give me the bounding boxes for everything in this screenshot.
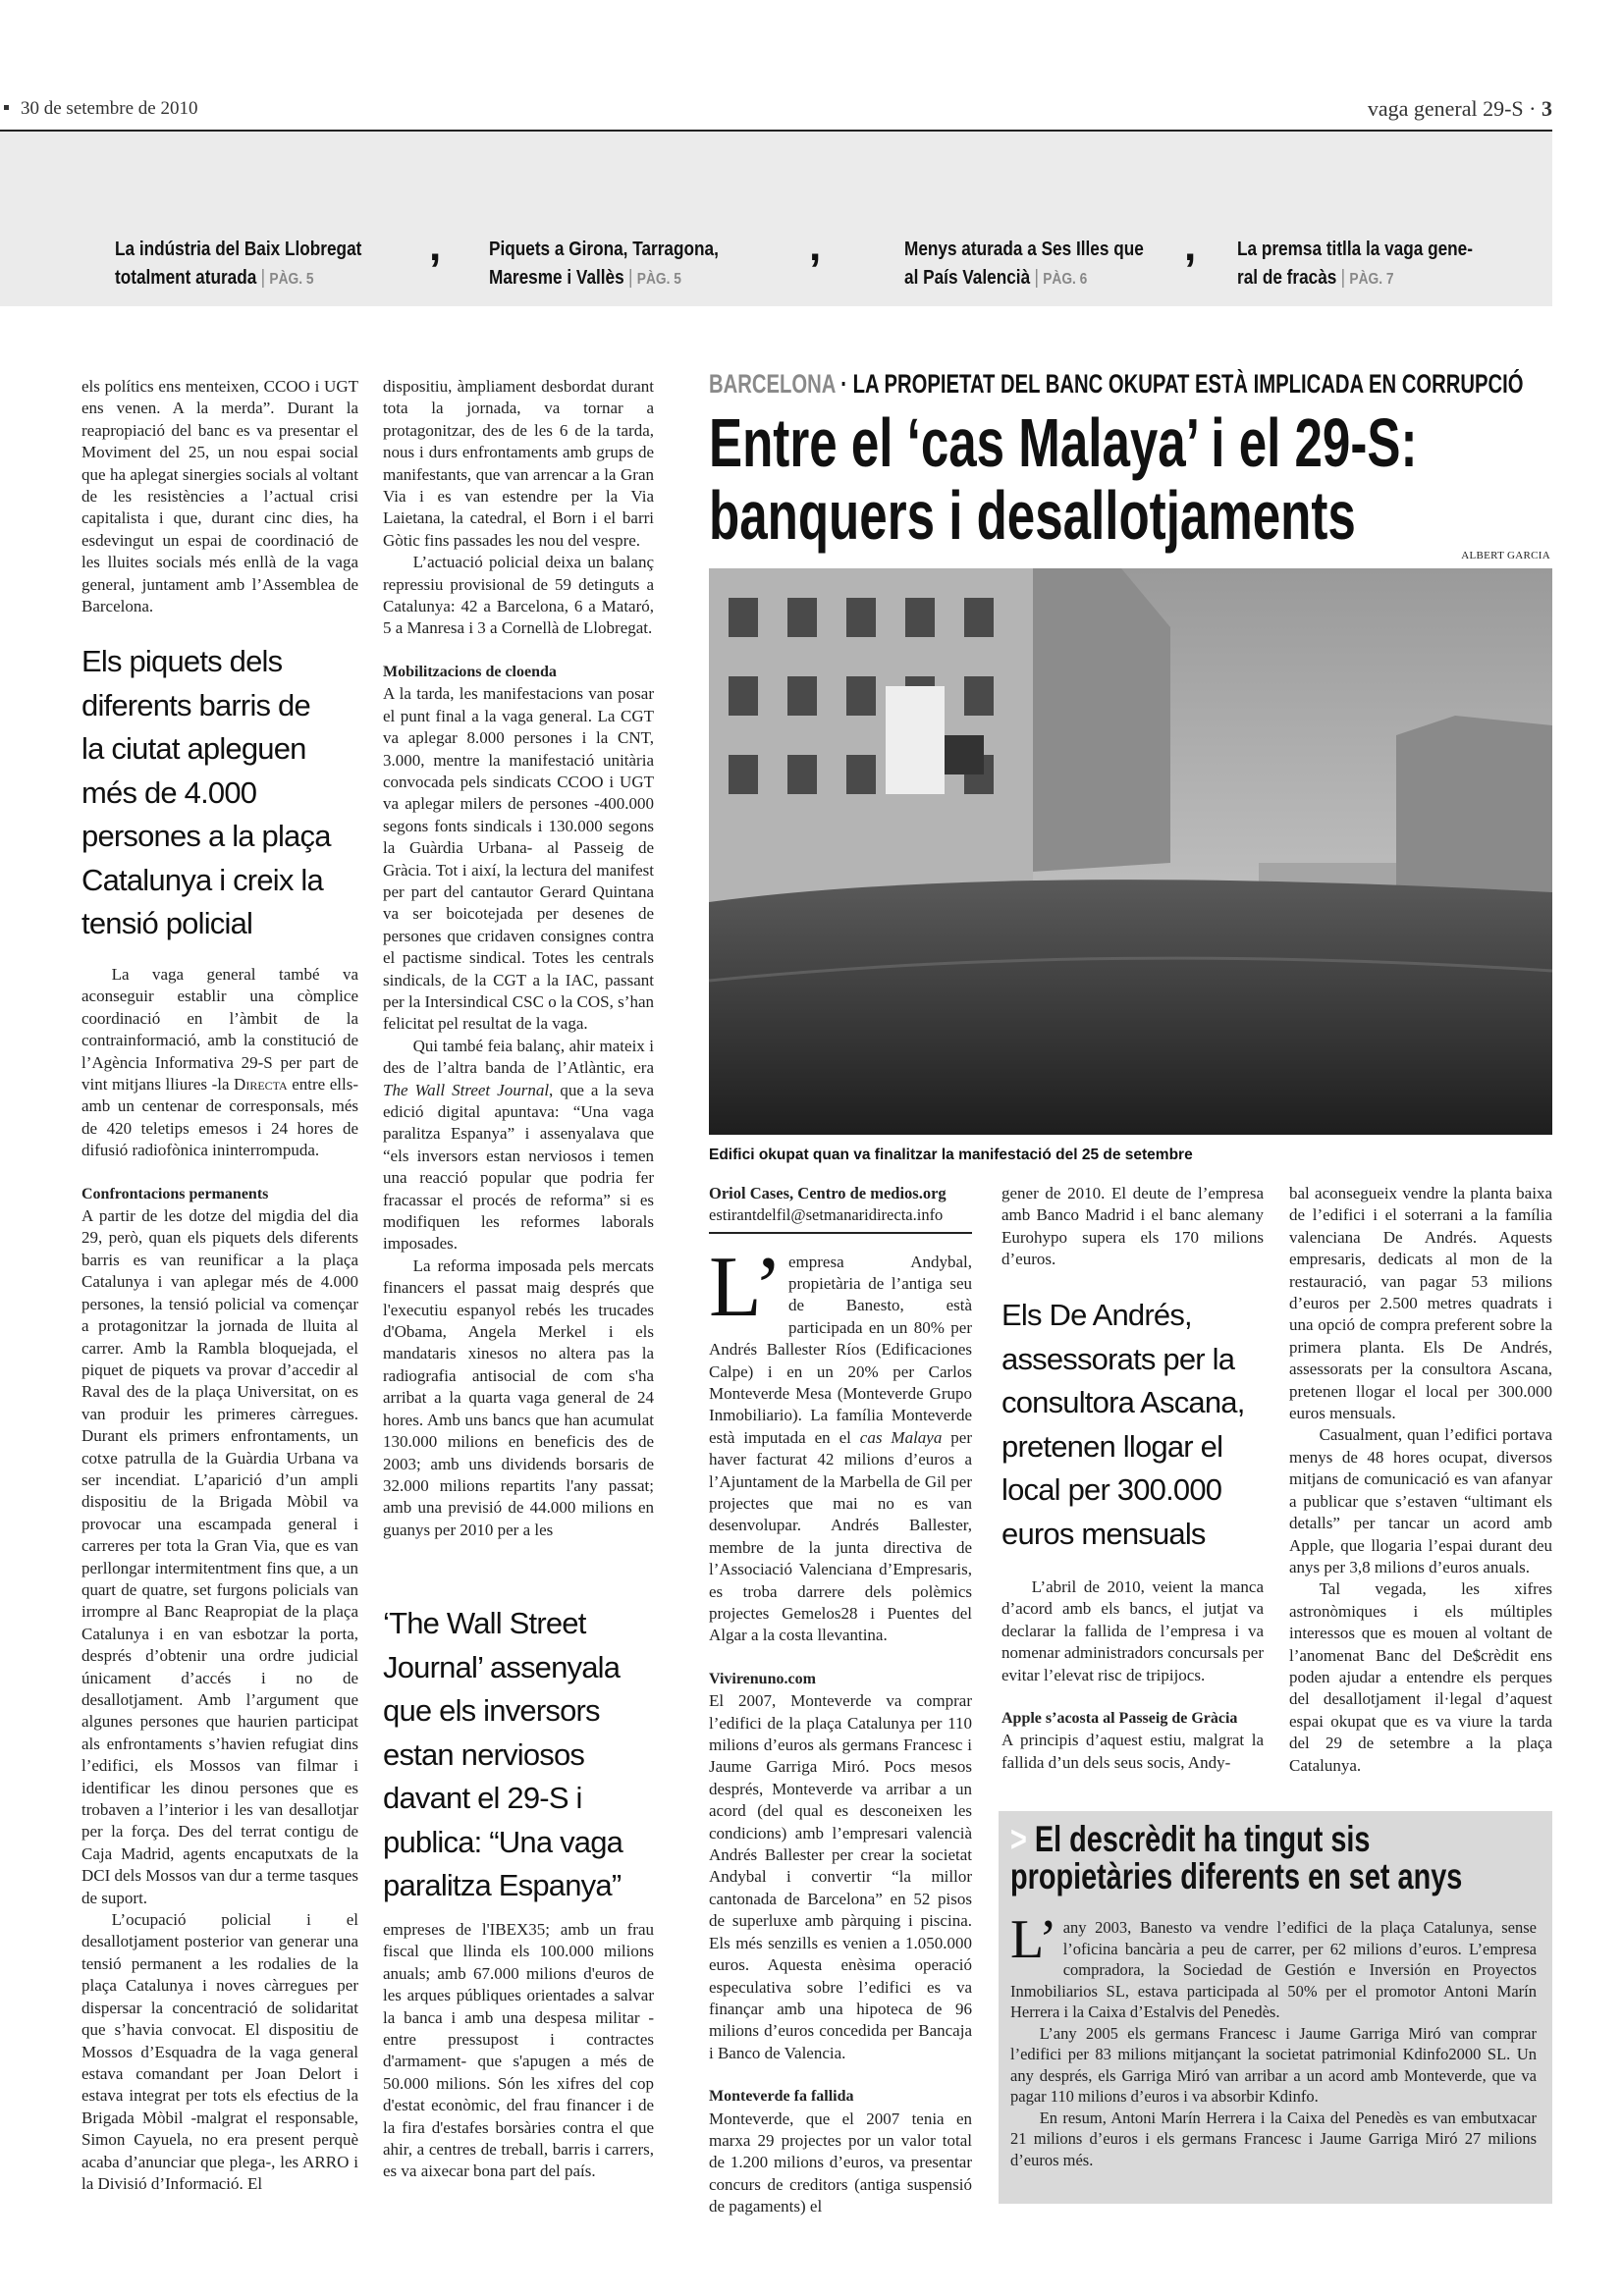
paragraph: A la tarda, les manifestacions van posar el punt final a la vaga general. La CGT va aplegar 8.000 persones i la CNT, 3.000, mentre la manifestació unitària convocada pels sindicats CCOO i UGT va aplegar milers de persones -400.000 segons fonts sindicals i 130.000 segons la Guàrdia Urbana- al Passeig de Gràcia. Tot i així, la lectura del manifest per part del cantautor Gerard Quintana va ser boicotejada per desenes de persones que cridaven consignes contra el pactisme sindical. Totes les centrals sindicals, de la CGT a la IAC, passant per la Intersindical CSC o la COS, s’han felicitat pel resultat de la vaga. [383,684,654,1034]
text: entre ells- amb un centenar de corresponsals, més de 420 teletips emesos i 24 hores de difusió radiofònica ininterrompuda. [81,1075,359,1160]
page-ref: PÀG. 5 [636,271,681,288]
paragraph: La reforma imposada pels mercats financers el passat maig després que l'executiu espanyol rebés les trucades d'Obama, Angela Merkel i els mandataris xinesos no altera pas la radiografia antisocial de com s'ha arribat a la quarta vaga general de 24 hores. Amb uns bancs que han acumulat 130.000 milions en beneficis des de 2003; amb uns dividends borsaris de 32.000 milions repartits l'any passat; amb una previsió de 44.000 milions en guanys per 2010 per a les [383,1255,654,1539]
publication-name: Directa [234,1075,288,1095]
separator: | [627,267,633,289]
date-text: 30 de setembre de 2010 [21,98,198,119]
paragraph: El 2007, Monteverde va comprar l’edifici de la plaça Catalunya per 110 milions d’euros als germans Francesc i Jaume Garriga Miró. Pocs mesos després, Monteverde va arribar a un acord (del qual es desconeixen les condicions) amb l’empresari valencià Andrés Ballester per crear la societat Andybal i convertir “la millor cantonada de Barcelona” en 52 pisos de superluxe amb pàrquing i piscina. Els més senzills es venien a 1.050.000 euros. Aquesta enèsima operació especulativa sobre l’edifici es va finançar amb una hipoteca de 96 milions d’euros concedida per Bancaja i Banco de Valencia. [709,1691,972,2062]
photo-caption: Edifici okupat quan va finalitzar la manifestació del 25 de setembre [709,1147,1193,1163]
quote-line: ‘The Wall Street [383,1606,586,1640]
separator: | [260,267,266,289]
paragraph: Casualment, quan l’edifici portava menys de 48 hores ocupat, diversos mitjans de comunicació es van afanyar a publicar que s’estaven “ultimant els detalls” per tancar un acord amb Apple, que llogaria l’espai durant deu anys per 3,8 milions d’euros anuals. [1289,1425,1552,1576]
sidebar-body [1010,1909,1537,2170]
pull-quote-1 [81,640,366,946]
page-ref: PÀG. 5 [269,271,314,288]
text: , que a la seva edició digital apuntava: “Una vaga paralitza Espanya” i assenyalava que “els inversors estan nerviosos i temen una reacció popular que podria fer fracassar el procés de reforma” si es modifiquen les reformes laborals imposades. [383,1080,654,1254]
author-name: Oriol Cases, Centro de medios.org [709,1184,947,1202]
paragraph: gener de 2010. El deute de l’empresa amb Banco Madrid i el banc alemany Eurohypo supera els 170 milions d’euros. [1001,1184,1264,1269]
paragraph: En resum, Antoni Marín Herrera i la Caixa del Penedès es van embutxacar 21 milions d’euros i els germans Francesc i Jaume Garriga Miró 27 milions d’euros més. [1010,2108,1537,2169]
quote-line: Journal’ assenyala [383,1649,621,1684]
headline-line-2: banquers i desallotjaments [709,477,1356,554]
quote-line: que els inversors [383,1693,600,1728]
subheading: Apple s’acosta al Passeig de Gràcia [1001,1710,1238,1728]
paragraph: L’actuació policial deixa un balanç repressiu provisional de 59 detinguts a Catalunya: 42 a Barcelona, 6 a Mataró, 5 a Manresa i 3 a Cornellà de Llobregat. [383,553,654,638]
teaser-separator-icon: , [1184,222,1197,270]
quote-line: diferents barris de [81,687,310,722]
teaser-line: Menys aturada a Ses Illes que [904,239,1144,260]
column-2-top [383,376,654,1541]
main-column-b [1001,1183,1264,1271]
issue-date [0,98,197,120]
teaser-3[interactable] [904,236,1144,294]
quote-line: la ciutat apleguen [81,731,306,766]
quote-line: assessorats per la [1001,1341,1235,1376]
quote-line: pretenen llogar el [1001,1428,1223,1464]
quote-line: paralitza Espanya” [383,1868,622,1902]
arrow-marker-icon: > [1010,1819,1027,1859]
paragraph [383,1036,654,1255]
paragraph [709,1239,972,1647]
text: any 2003, Banesto va vendre l’edifici de la plaça Catalunya, sense l’oficina bancària a peu de carrer, per 62 milions d’euros. L’empresa compradora, la Sociedad de Gestión e Inversión en Proyectos Inmobiliarios SL, estava participada al 50% per el promotor Antoni Marín Herrera i la Caixa d’Estalvis del Penedès. [1010,1918,1537,2021]
main-column-c [1289,1183,1552,1777]
crowd-building-photo [709,568,1552,1135]
teaser-2[interactable] [489,236,719,294]
byline [709,1183,972,1226]
drop-cap: L’ [709,1239,783,1335]
sidebar-box [999,1811,1552,2204]
paragraph: empreses de l'IBEX35; amb un frau fiscal que llinda els 100.000 milions anuals; amb 67.000 milions d'euros de les arques públiques orientades a salvar la banca i amb una despesa militar -entre pressupost i contractes d'armament- que s'apugen a més de 50.000 milions. Són les xifres del cop d'estat econòmic, del frau financer i de la fira d'estafes borsàries contra el que ahir, a centres de treball, barris i carrers, es va aixecar bona part del país. [383,1920,654,2181]
pull-quote-3 [1001,1294,1276,1556]
paragraph [1010,1909,1537,2023]
quote-line: Els De Andrés, [1001,1298,1192,1332]
case-name: cas Malaya [859,1427,943,1447]
sidebar-title [1010,1821,1462,1896]
paragraph [81,964,358,1162]
page-ref: PÀG. 7 [1349,271,1394,288]
page-ref: PÀG. 6 [1043,271,1088,288]
paragraph: Tal vegada, les xifres astronòmiques i els múltiples interessos que es mouen al voltant de l’anomenat Banc del De$crèdit ens poden ajudar a entendre els perques del desallotjament il·legal d’aquest espai okupat que es va viure la tarda del 29 de setembre a la plaça Catalunya. [1289,1579,1552,1775]
headline-line-1: Entre el ‘cas Malaya’ i el 29-S: [709,404,1418,481]
quote-line: més de 4.000 [81,774,257,810]
teaser-line: Piquets a Girona, Tarragona, [489,239,719,260]
quote-line: euros mensuals [1001,1516,1206,1551]
author-email[interactable]: estirantdelfil@setmanaridirecta.info [709,1205,944,1224]
separator: | [1340,267,1346,289]
byline-rule [709,1232,972,1234]
page-number: 3 [1542,96,1552,121]
teaser-line: ral de fracàs [1237,267,1337,289]
paragraph: dispositiu, àmpliament desbordat durant tota la jornada, va tornar a protagonitzar, des de les 6 de la tarda, nous i durs enfrontaments amb grups de manifestants, que van arrencar a la Gran Via i es van estendre per la Via Laietana, la catedral, el Born i el barri Gòtic fins passades les nou del vespre. [383,377,654,550]
paragraph: L’ocupació policial i el desallotjament posterior van generar una tensió permanent a les rodalies de la plaça Catalunya i noves càrregues per dispersar la concentració de solidaritat que s’havia convocat. El dispositiu de Mossos d’Esquadra de la vaga general estava comandant per Joan Delort i estava integrat per tots els efectius de la Brigada Mòbil -malgrat el responsable, Simon Cayuela, no era present perquè acaba d’anunciar que plega-, les ARRO i la Divisió d’Informació. El [81,1910,358,2193]
teaser-line: Maresme i Vallès [489,267,624,289]
news-photo [709,568,1552,1135]
text: La vaga general també va aconseguir establir una còmplice coordinació en l’àmbit de la contrainformació, amb la constitució de l’Agència Informativa 29-S per part de vint mitjans lliures -la [81,965,358,1095]
quote-line: consultora Ascana, [1001,1385,1245,1419]
kicker [709,369,1524,400]
quote-line: Els piquets dels [81,644,283,678]
teaser-4[interactable] [1237,236,1473,294]
teaser-line: totalment aturada [115,267,257,289]
teaser-1[interactable] [115,236,361,294]
subheading: Monteverde fa fallida [709,2088,854,2106]
text: per haver facturat 42 milions d’euros a l’Ajuntament de la Marbella de Gil per projectes que mai no es van desenvolupar. Andrés Ballester, membre de la junta directiva de l’Associació Valenciana d’Empresaris, es troba darrere dels polèmics projectes Gemelos28 i Puentes del Algar a la costa llevantina. [709,1427,972,1645]
column-1-body [81,964,358,2195]
title-line: propietàries diferents en set anys [1010,1856,1463,1896]
subheading: Vivirenuno.com [709,1670,816,1687]
teaser-separator-icon: , [429,222,442,270]
quote-line: Catalunya i creix la [81,862,323,897]
text: empresa Andybal, propietària de l’antiga seu de Banesto, està participada en un 80% per Andrés Ballester Ríos (Edificaciones Calpe) i en un 20% per Carlos Monteverde Mesa (Monteverde Grupo Inmobiliario). La família Monteverde està imputada en el [709,1252,972,1447]
title-line: El descrèdit ha tingut sis [1034,1819,1371,1859]
teaser-line: La premsa titlla la vaga gene- [1237,239,1473,260]
column-2-bottom [383,1919,654,2183]
paragraph: els polítics ens menteixen, CCOO i UGT ens venen. A la merda”. Durant la reapropiació del banc es va presentar el Moviment del 25, un nou espai social que ha aplegat sinergies socials al voltant de les resistències a l’actual crisi capitalista i que, durant cinc dies, ha esdevingut un espai de coordinació de les lluites socials més enllà de la vaga general, juntament amb l’Assemblea de Barcelona. [81,377,358,616]
quote-line: local per 300.000 [1001,1472,1222,1507]
quote-line: davant el 29-S i [383,1781,582,1815]
kicker-location: BARCELONA [709,369,836,399]
paragraph: L’any 2005 els germans Francesc i Jaume Garriga Miró van comprar l’edifici per 83 milions mitjançant la societat patrimonial Kdinfo2000 SL. Un any després, els Garriga Miró van arribar a un acord amb Monteverde, que va pagar 110 milions d’euros i va absorbir Kdinfo. [1010,2023,1537,2106]
text: Qui també feia balanç, ahir mateix i des de l’altra banda de l’Atlàntic, era [383,1036,654,1078]
main-column-b-bottom [1001,1576,1264,1774]
paragraph: Monteverde, que el 2007 tenia en marxa 29 projectes por un valor total de 1.200 milions d’euros, va presentar concurs de creditors (antiga suspensió de pagaments) el [709,2109,972,2216]
teaser-line: al País Valencià [904,267,1031,289]
photo-credit: ALBERT GARCIA [1461,550,1550,561]
subheading: Confrontacions permanents [81,1185,269,1202]
section-name: vaga general 29-S [1367,96,1524,121]
bullet-icon [4,105,9,110]
paragraph: A principis d’aquest estiu, malgrat la fallida d’un dels seus socis, Andy- [1001,1731,1264,1772]
drop-cap: L’ [1010,1909,1057,1970]
subheading: Mobilitzacions de cloenda [383,663,557,680]
pull-quote-2 [383,1602,668,1908]
separator: | [1034,267,1039,289]
kicker-text: · LA PROPIETAT DEL BANC OKUPAT ESTÀ IMPLICADA EN CORRUPCIÓ [835,369,1524,399]
paragraph: L’abril de 2010, veient la manca d’acord amb els bancs, el jutjat va declarar la fallida de l’empresa i va nomenar administradors concursals per evitar l’elevat risc de tripijocs. [1001,1577,1264,1684]
column-1-top [81,376,358,617]
section-label: vaga general 29-S · 3 [1367,96,1552,121]
paragraph: bal aconsegueix vendre la planta baixa de l’edifici i el soterrani a la família valenciana De Andrés. Aquests empresaris, dedicats al mon de la restauració, van pagar 53 milions d’euros per 2.500 metres quadrats i una opció de compra preferent sobre la primera planta. Els De Andrés, assessorats per la consultora Ascana, pretenen llogar el local per 300.000 euros mensuals. [1289,1184,1552,1423]
quote-line: persones a la plaça [81,819,331,853]
teaser-separator-icon: , [809,222,822,270]
quote-line: estan nerviosos [383,1736,585,1772]
main-column-a [709,1183,972,2218]
paragraph: A partir de les dotze del migdia del dia 29, però, quan els piquets dels diferents barris es van reunificar a la plaça Catalunya i van aplegar més de 4.000 persones, la tensió policial va començar a protagonitzar la jornada de lluita al carrer. Amb la Rambla bloquejada, el piquet de piquets va provar d’accedir al Raval des de la plaça Universitat, on es van produir les primeres càrregues. Durant els primers enfrontaments, un cotxe patrulla de la Guàrdia Urbana va ser incendiat. L’aparició d’un ampli dispositiu de la Brigada Mòbil va provocar una escampada general i carreres per tota la Gran Via, que es van perllongar intermitentment fins que, a un quart de quatre, set furgons policials van irrompre al Banc Reapropiat de la plaça Catalunya i en van esbotzar la porta, després d’obtenir una ordre judicial únicament d’accés i no de desallotjament. Amb l’argument que algunes persones que haurien participat als enfrontaments s’havien refugiat dins l’edifici, els Mossos van filmar i identificar les dinou persones que es trobaven a l’interior i les van desallotjar per la força. Des del terrat contigu de Caja Madrid, agents encaputxats de la DCI dels Mossos van dur a terme tasques de suport. [81,1206,358,1907]
quote-line: publica: “Una vaga [383,1824,623,1859]
quote-line: tensió policial [81,906,253,940]
teaser-line: La indústria del Baix Llobregat [115,239,362,260]
publication-name: The Wall Street Journal [383,1080,550,1099]
